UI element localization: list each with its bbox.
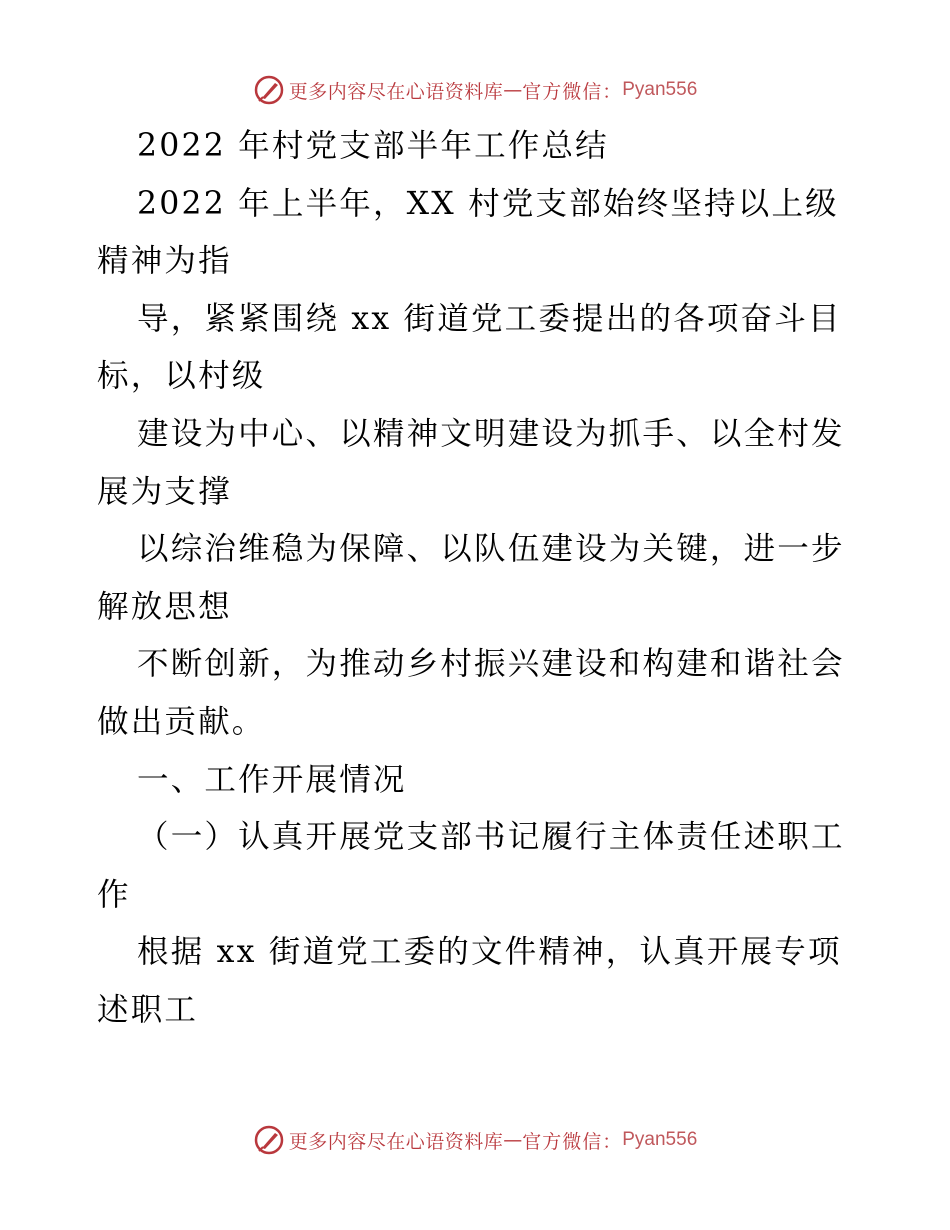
watermark-dash: — <box>503 1129 523 1151</box>
paragraph: 以综治维稳为保障、以队伍建设为关键，进一步解放思想 <box>97 531 845 625</box>
section-heading: 一、工作开展情况 <box>137 761 407 798</box>
watermark-official-label: 官方微信： <box>522 1130 623 1153</box>
footer-watermark <box>0 1120 950 1160</box>
document-title: 2022 年村党支部半年工作总结 <box>137 128 609 164</box>
subsection-heading: （一）认真开展党支部书记履行主体责任述职工作 <box>97 819 845 913</box>
paragraph: 不断创新，为推动乡村振兴建设和构建和谐社会做出贡献。 <box>97 646 845 740</box>
paragraph: 2022 年上半年，XX 村党支部始终坚持以上级精神为指 <box>97 185 839 280</box>
watermark-dash: — <box>503 79 523 101</box>
header-watermark <box>0 70 950 110</box>
watermark-wechat-handle: Pyan556 <box>622 79 698 100</box>
quill-pen-logo-icon <box>253 74 285 106</box>
watermark-official-label: 官方微信： <box>522 80 623 103</box>
quill-pen-logo-icon <box>253 1124 285 1156</box>
watermark-main-text: 更多内容尽在心语资料库 <box>288 1130 504 1153</box>
watermark-wechat-handle: Pyan556 <box>622 1129 698 1150</box>
paragraph: 建设为中心、以精神文明建设为抓手、以全村发展为支撑 <box>97 415 845 510</box>
paragraph: 导，紧紧围绕 xx 街道党工委提出的各项奋斗目标，以村级 <box>97 300 842 395</box>
watermark-main-text: 更多内容尽在心语资料库 <box>288 80 504 103</box>
document-body <box>97 118 857 1040</box>
paragraph: 根据 xx 街道党工委的文件精神，认真开展专项述职工 <box>97 934 842 1028</box>
